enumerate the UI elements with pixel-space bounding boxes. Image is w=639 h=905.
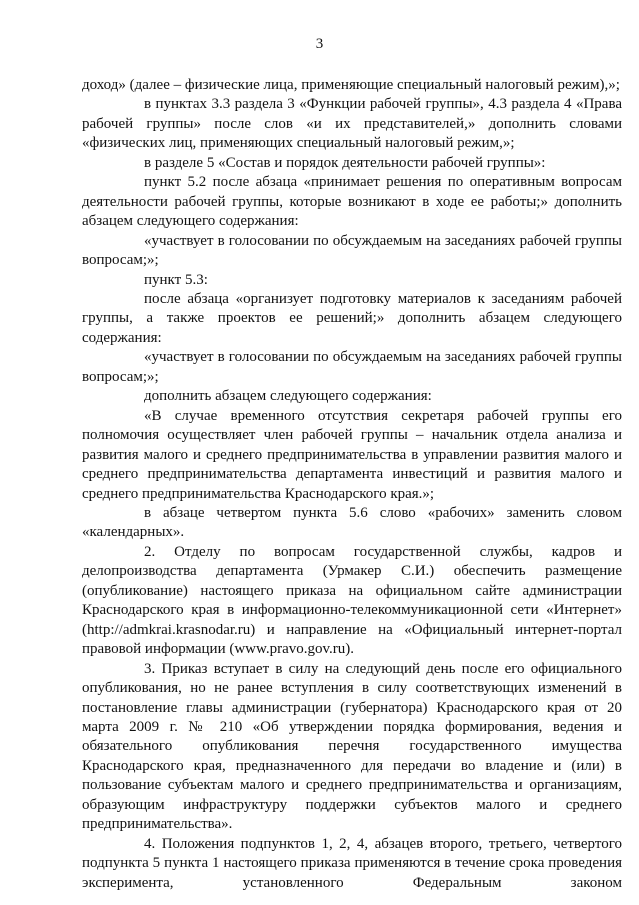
paragraph: в абзаце четвертом пункта 5.6 слово «рабочих» заменить словом «календарных». (82, 504, 622, 541)
paragraph: пункт 5.2 после абзаца «принимает решения по оперативным вопросам деятельности рабочей группы, которые возникают в ходе ее работы;» дополнить абзацем следующего содержания: (82, 174, 622, 230)
paragraph: пункт 5.3: (144, 271, 208, 288)
paragraph: 4. Положения подпунктов 1, 2, 4, абзацев второго, третьего, четвертого подпункта 5 пункта 1 настоящего приказа применяются в течение срока проведения эксперимента, установленного Федеральным законом (82, 835, 622, 891)
paragraph: «участвует в голосовании по обсуждаемым на заседаниях рабочей группы вопросам;»; (82, 349, 622, 385)
paragraph: «В случае временного отсутствия секретаря рабочей группы его полномочия осуществляет член рабочей группы – начальник отдела анализа и развития малого и среднего предпринимательства в управлении развития малого и среднего предпринимательства департамента инвестиций и развития малого и среднего предпринимательства Краснодарского края.»; (82, 407, 622, 502)
paragraph: дополнить абзацем следующего содержания: (144, 388, 432, 405)
paragraph: 2. Отделу по вопросам государственной службы, кадров и делопроизводства департамента (Урмакер С.И.) обеспечить размещение (опубликование) настоящего приказа на официальном сайте администрации Краснодарского края в информационно-телекоммуникационной сети «Интернет» (http://admkrai.krasnodar.ru) и направление на «Официальный интернет-портал правовой информации (www.pravo.gov.ru). (82, 543, 622, 658)
page-number: 3 (315, 36, 324, 52)
document-body (82, 76, 622, 893)
paragraph: доход» (далее – физические лица, применяющие специальный налоговый режим),»; (82, 77, 620, 93)
paragraph: после абзаца «организует подготовку материалов к заседаниям рабочей группы, а также проектов ее решений;» дополнить абзацем следующего содержания: (82, 290, 622, 346)
paragraph: «участвует в голосовании по обсуждаемым на заседаниях рабочей группы вопросам;»; (82, 232, 622, 269)
paragraph: в разделе 5 «Состав и порядок деятельности рабочей группы»: (144, 154, 546, 171)
paragraph: в пунктах 3.3 раздела 3 «Функции рабочей группы», 4.3 раздела 4 «Права рабочей группы» после слов «и их представителей,» дополнить словами «физических лиц, применяющих специальный налоговый режим,»; (82, 96, 622, 152)
paragraph: 3. Приказ вступает в силу на следующий день после его официального опубликования, но не ранее вступления в силу соответствующих изменений в постановление главы администрации (губернатора) Краснодарского края от 20 марта 2009 г. № 210 «Об утверждении порядка формирования, ведения и обязательного опубликования перечня государственного имущества Краснодарского края, предназначенного для передачи во владение и (или) в пользование субъектам малого и среднего предпринимательства и организациям, образующим инфраструктуру поддержки субъектов малого и среднего предпринимательства». (82, 660, 622, 833)
